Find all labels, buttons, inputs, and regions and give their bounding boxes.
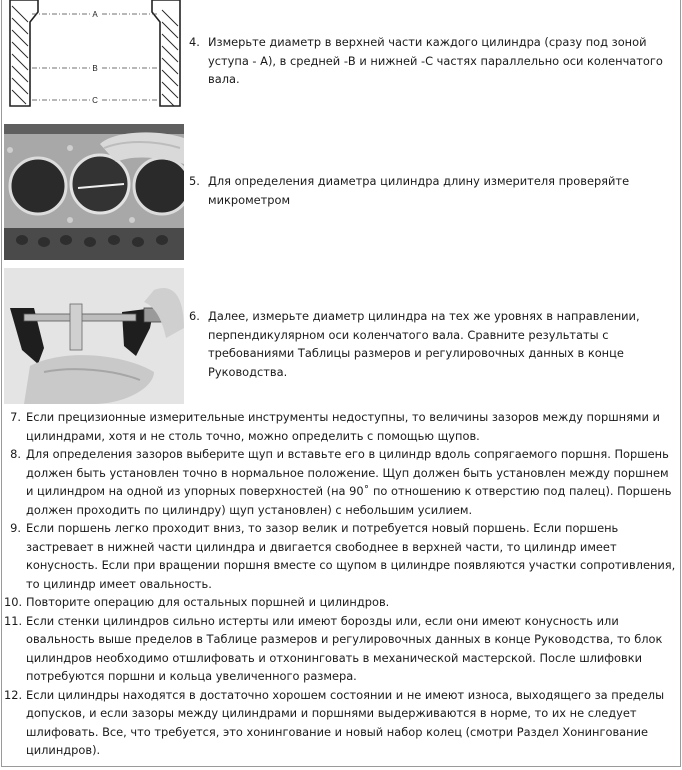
list-item-text: Для определения зазоров выберите щуп и вставьте его в цилиндр вдоль сопрягаемого поршня. Поршень должен быть установлен точно в нормальное положение. Щуп должен быть установлен между поршнем и цилиндром на одной из упорных поверхностей (на 90˚ по отношению к отверстию под палец). Поршень должен проходить по цилиндру) щуп установлен) с небольшим усилием. [26,447,672,517]
list-item [4,519,676,593]
numbered-list [4,408,676,760]
list-item-number: 12. [4,687,23,702]
list-item-text: Если прецизионные измерительные инструменты недоступны, то величины зазоров между поршнями и цилиндрами, хотя и не столь точно, можно определить с помощью щупов. [26,410,660,443]
list-item-text: Если стенки цилиндров сильно истерты или имеют борозды или, если они имеют конусность или овальность выше пределов в Таблице размеров и регулировочных данных в конце Руководства, то блок цилиндров необходимо отшлифовать и отхонинговать в механической мастерской. После шлифовки потребуются поршни и кольца увеличенного размера. [26,613,663,683]
list-item-text: Повторите операцию для остальных поршней и цилиндров. [26,595,390,609]
list-item-number: 9. [10,521,21,535]
engine-block-photo [4,124,184,260]
label-c: C [92,96,98,105]
step-6 [189,307,677,381]
list-item-text: Если цилиндры находятся в достаточно хорошем состоянии и не имеют износа, выходящего за пределы допусков, и если зазоры между цилиндрами и поршнями выдерживаются в норме, то их не следует шлифовать. Все, что требуется, это хонингование и новый набор колец (смотри Раздел Хонингование цилиндров). [26,687,665,757]
step-number: 4. [189,35,200,49]
step-number: 6. [189,309,200,323]
cylinder-diagram-figure [4,0,184,110]
list-item [4,686,676,760]
list-item [4,593,676,612]
step-text: Измерьте диаметр в верхней части каждого цилиндра (сразу под зоной уступа - А), в средней -В и нижней -С частях параллельно оси коленчатого вала. [208,35,663,86]
list-item-number: 8. [10,447,21,461]
step-4 [189,33,677,89]
list-item-number: 11. [4,613,23,628]
list-item [4,445,676,519]
list-item [4,408,676,445]
list-item-text: Если поршень легко проходит вниз, то зазор велик и потребуется новый поршень. Если поршень застревает в нижней части цилиндра и двигается свободнее в верхней части, то цилиндр имеет конусность. Если при вращении поршня вместе со щупом в цилиндре появляются участки сопротивления, то цилиндр имеет овальность. [26,521,676,591]
step-number: 5. [189,174,200,188]
step-5 [189,172,677,209]
list-item [4,612,676,686]
label-b: B [92,64,98,73]
step-text: Для определения диаметра цилиндра длину измерителя проверяйте микрометром [208,174,630,207]
micrometer-photo [4,268,184,404]
label-a: A [92,10,98,19]
step-text: Далее, измерьте диаметр цилиндра на тех же уровнях в направлении, перпендикулярном оси коленчатого вала. Сравните результаты с требованиями Таблицы размеров и регулировочных данных в конце Руководства. [208,309,640,379]
list-item-number: 7. [10,410,21,424]
list-item-number: 10. [4,595,23,609]
